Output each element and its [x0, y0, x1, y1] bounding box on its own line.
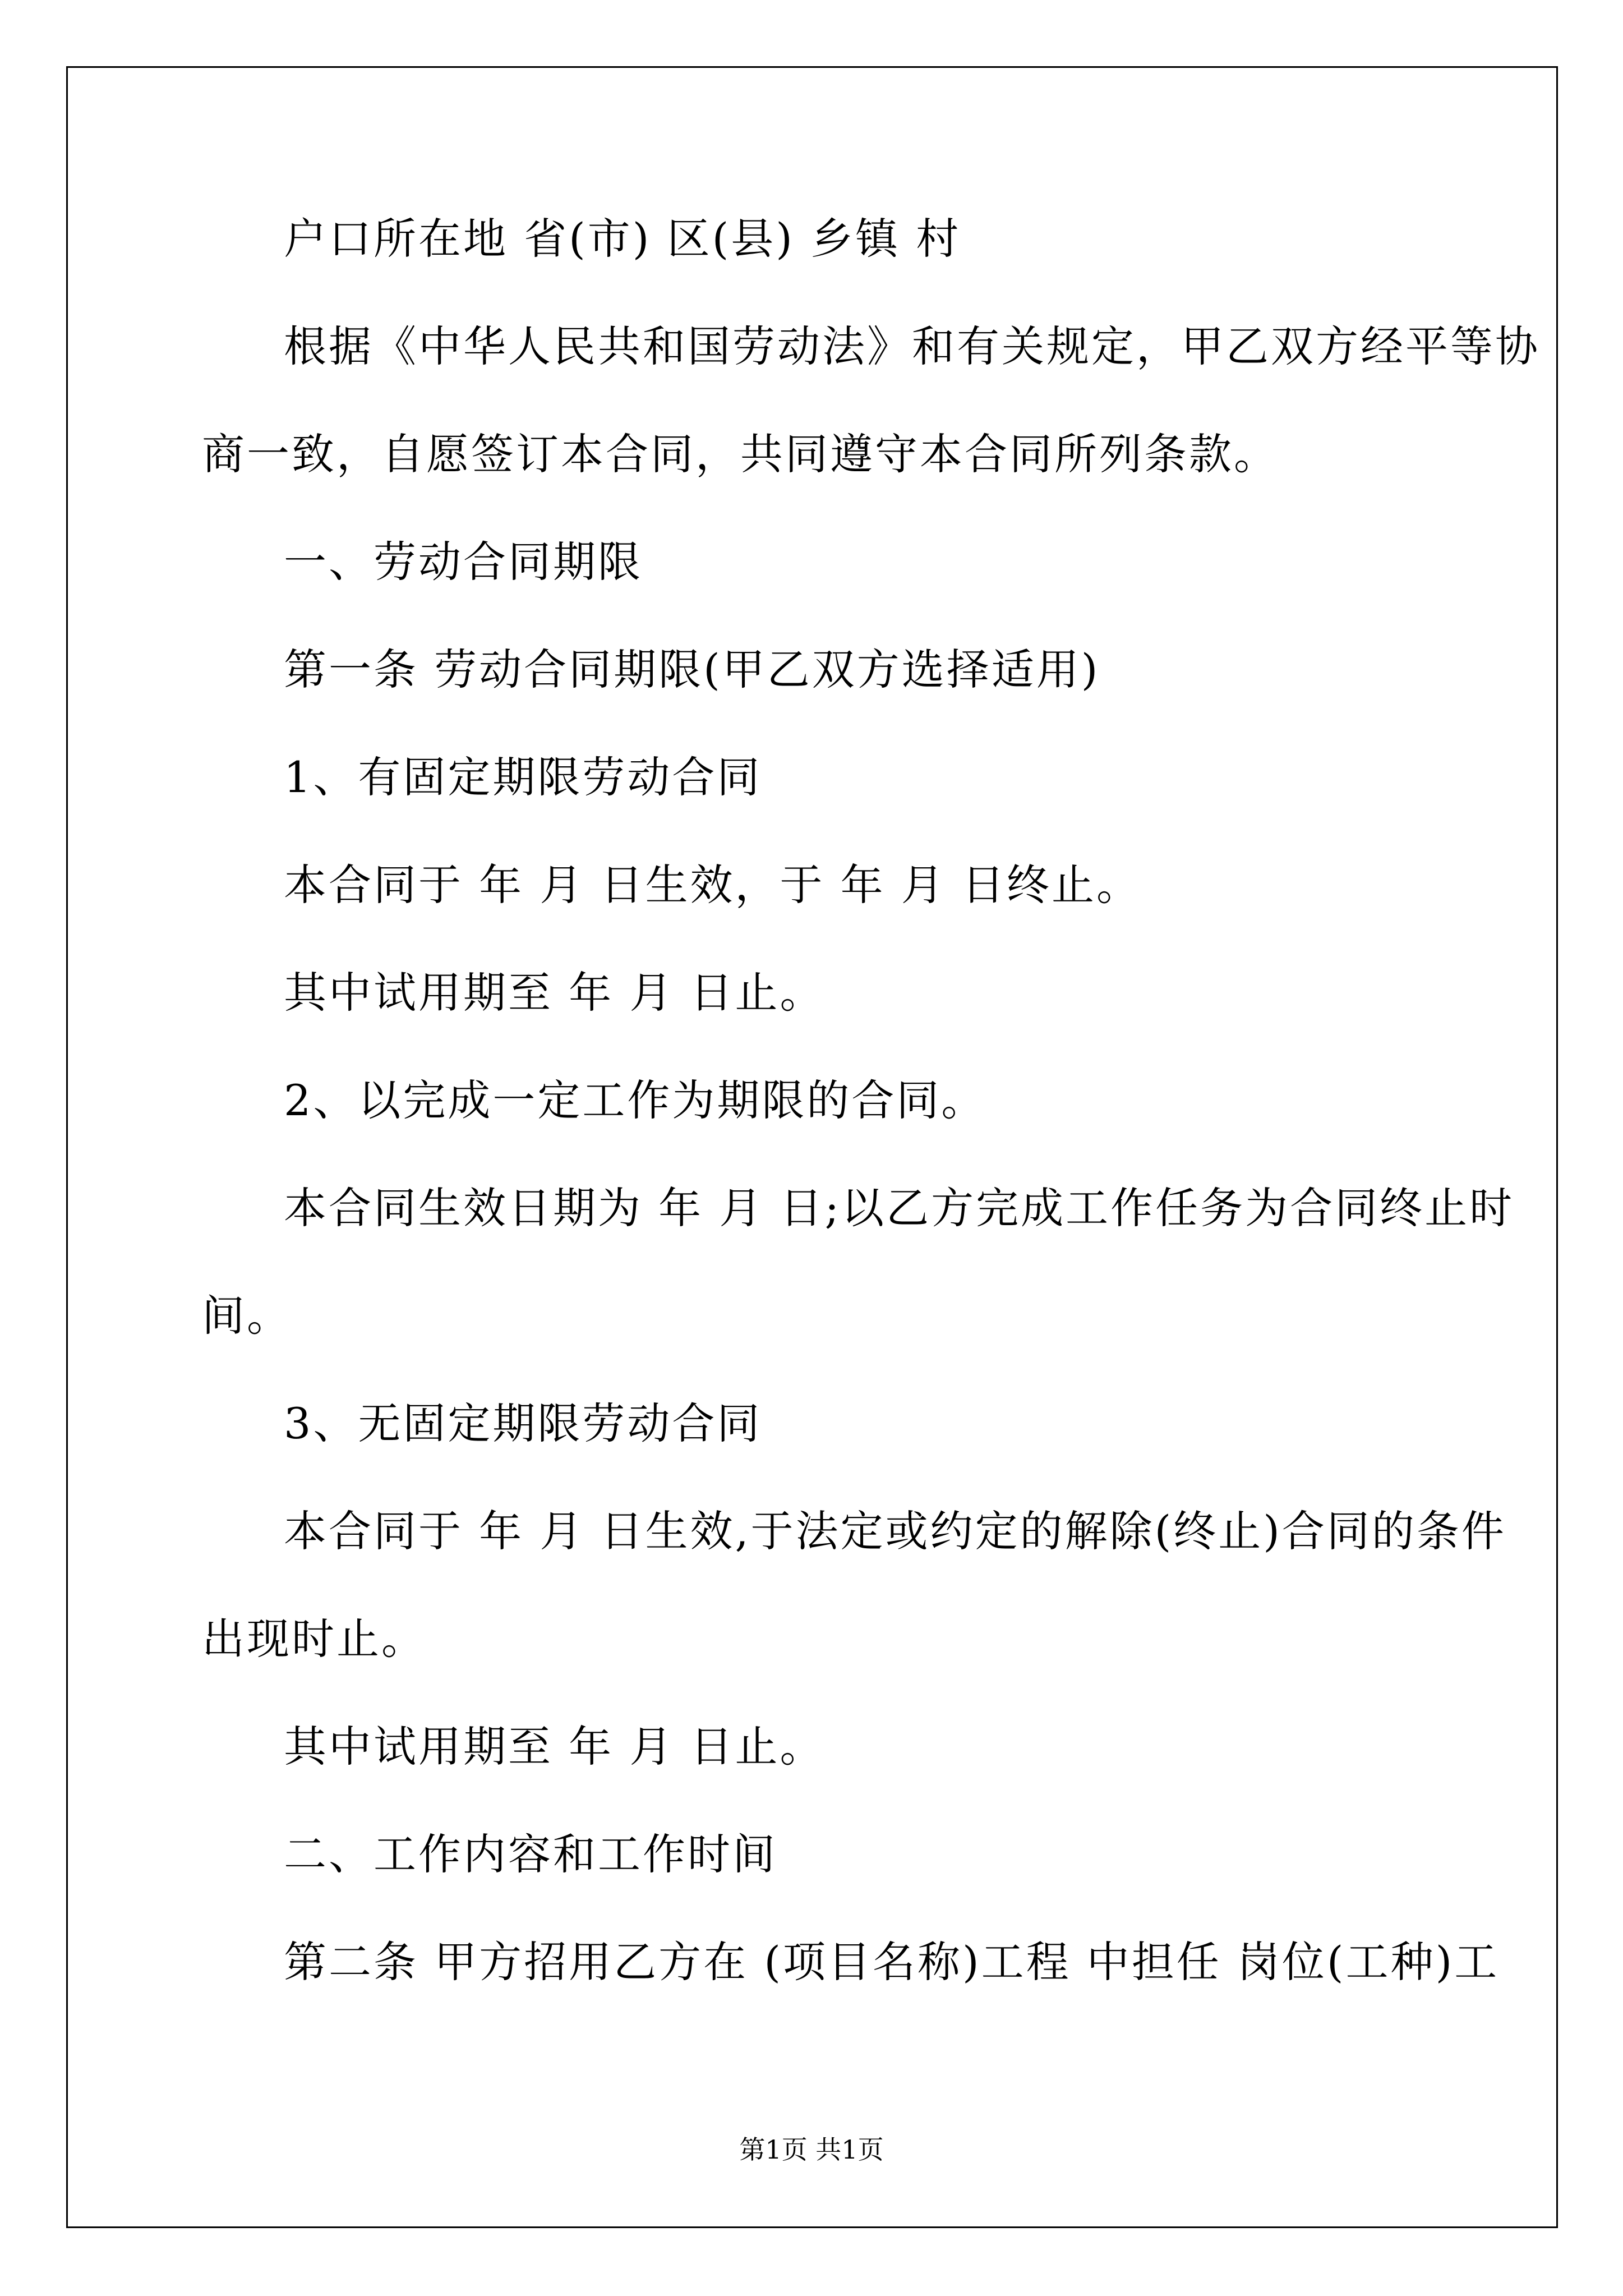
text-line: 其中试用期至 年 月 日止。	[284, 968, 825, 1018]
text-line: 根据《中华人民共和国劳动法》和有关规定，甲乙双方经平等协	[284, 321, 1540, 371]
section-heading: 一、劳动合同期限	[284, 537, 643, 587]
text-line: 3、无固定期限劳动合同	[284, 1398, 762, 1448]
text-line: 出现时止。	[202, 1614, 426, 1664]
text-line: 本合同生效日期为 年 月 日;以乙方完成工作任务为合同终止时	[284, 1183, 1515, 1233]
text-line: 2、以完成一定工作为期限的合同。	[284, 1075, 986, 1125]
text-line: 本合同于 年 月 日生效，于 年 月 日终止。	[284, 860, 1141, 910]
text-line: 间。	[202, 1291, 292, 1341]
text-line: 本合同于 年 月 日生效,于法定或约定的解除(终止)合同的条件	[284, 1506, 1506, 1556]
text-line: 商一致，自愿签订本合同，共同遵守本合同所列条款。	[202, 429, 1279, 479]
page-footer: 第1页 共1页	[739, 2134, 884, 2165]
text-line: 1、有固定期限劳动合同	[284, 752, 762, 802]
article-heading: 第二条 甲方招用乙方在 (项目名称)工程 中担任 岗位(工种)工	[284, 1937, 1500, 1987]
article-heading: 第一条 劳动合同期限(甲乙双方选择适用)	[284, 645, 1100, 694]
document-body	[202, 214, 1540, 2049]
text-line: 其中试用期至 年 月 日止。	[284, 1722, 825, 1772]
section-heading: 二、工作内容和工作时间	[284, 1829, 777, 1879]
text-line: 户口所在地 省(市) 区(县) 乡镇 村	[284, 214, 961, 264]
